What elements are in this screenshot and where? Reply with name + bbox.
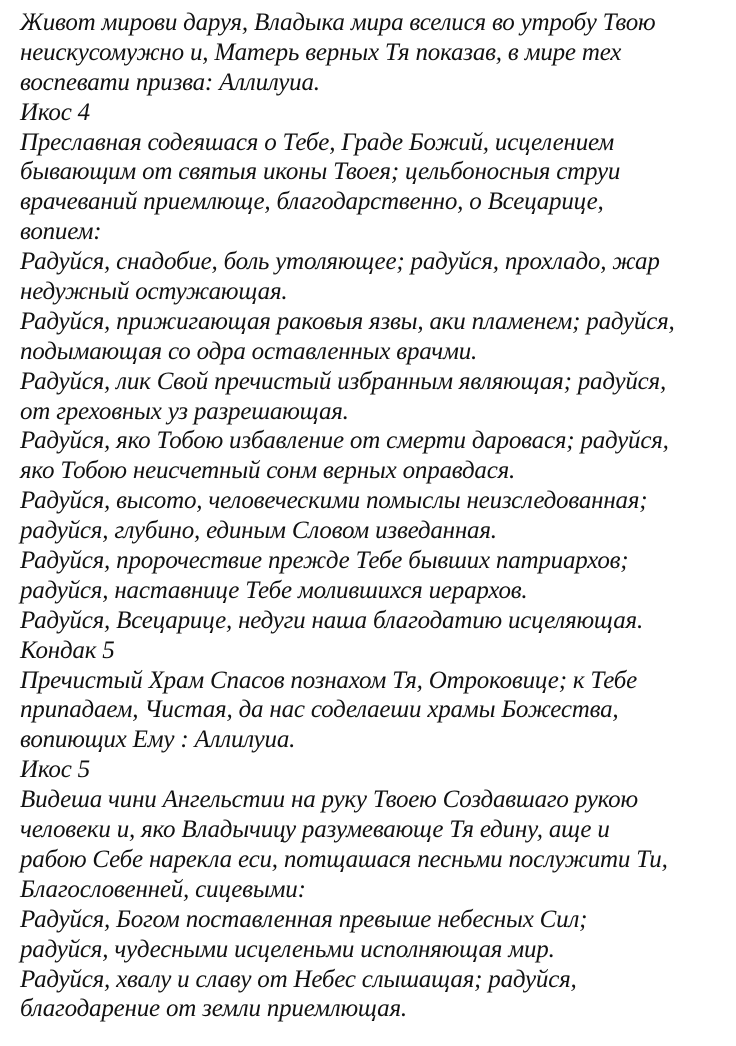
- akathist-text-page: [20, 8, 732, 1024]
- section-heading-kondak-5: Кондак 5: [20, 636, 115, 664]
- text-line: радуйся, глубино, единым Словом изведанная.: [20, 517, 497, 545]
- section-heading-ikos-5: Икос 5: [20, 756, 90, 784]
- text-line: вопиющих Ему : Аллилуиа.: [20, 726, 296, 754]
- text-line: врачеваний приемлюще, благодарственно, о Всецарице,: [20, 188, 604, 216]
- text-line: рабою Себе нарекла еси, потщашася песньми послужити Ти,: [20, 845, 668, 873]
- text-line: Благословенней, сицевыми:: [20, 875, 306, 903]
- text-line: подымающая со одра оставленных врачми.: [20, 337, 478, 365]
- text-line: яко Тобою неисчетный сонм верных оправдася.: [20, 457, 516, 485]
- text-line: Радуйся, Всецарице, недуги наша благодатию исцеляющая.: [20, 606, 643, 634]
- text-line: от греховных уз разрешающая.: [20, 397, 349, 425]
- text-line: Радуйся, снадобие, боль утоляющее; радуйся, прохладо, жар: [20, 248, 660, 276]
- text-line: недужный остужающая.: [20, 278, 288, 306]
- text-line: Преславная содеяшася о Тебе, Граде Божий, исцелением: [20, 128, 615, 156]
- section-heading-ikos-4: Икос 4: [20, 98, 90, 126]
- text-line: Радуйся, пророчествие прежде Тебе бывших патриархов;: [20, 547, 629, 575]
- text-line: Радуйся, прижигающая раковыя язвы, аки пламенем; радуйся,: [20, 307, 675, 335]
- text-line: вопием:: [20, 218, 102, 246]
- text-line: радуйся, чудесными исцеленьми исполняющая мир.: [20, 935, 555, 963]
- text-line: Живот мирови даруя, Владыка мира вселися во утробу Твою: [20, 9, 656, 36]
- text-line: Радуйся, Богом поставленная превыше небесных Сил;: [20, 905, 588, 933]
- text-line: воспевати призва: Аллилуиа.: [20, 68, 320, 96]
- text-line: бывающим от святыя иконы Твоея; цельбоносныя струи: [20, 158, 621, 186]
- text-line: человеки и, яко Владычицу разумевающе Тя едину, аще и: [20, 816, 610, 844]
- text-line: Радуйся, лик Свой пречистый избранным являющая; радуйся,: [20, 367, 667, 395]
- text-line: Видеша чини Ангельстии на руку Твоею Создавшаго рукою: [20, 786, 638, 814]
- text-line: Радуйся, хвалу и славу от Небес слышащая; радуйся,: [20, 965, 577, 993]
- text-line: Радуйся, высото, человеческими помыслы неизследованная;: [20, 487, 648, 515]
- text-line: благодарение от земли приемлющая.: [20, 995, 407, 1023]
- text-line: Радуйся, яко Тобою избавление от смерти даровася; радуйся,: [20, 427, 669, 455]
- text-line: неискусомужно и, Матерь верных Тя показав, в мире тех: [20, 38, 622, 66]
- text-line: радуйся, наставнице Тебе молившихся иерархов.: [20, 576, 528, 604]
- text-line: припадаем, Чистая, да нас соделаеши храмы Божества,: [20, 696, 619, 724]
- text-line: Пречистый Храм Спасов познахом Тя, Отроковице; к Тебе: [20, 666, 638, 694]
